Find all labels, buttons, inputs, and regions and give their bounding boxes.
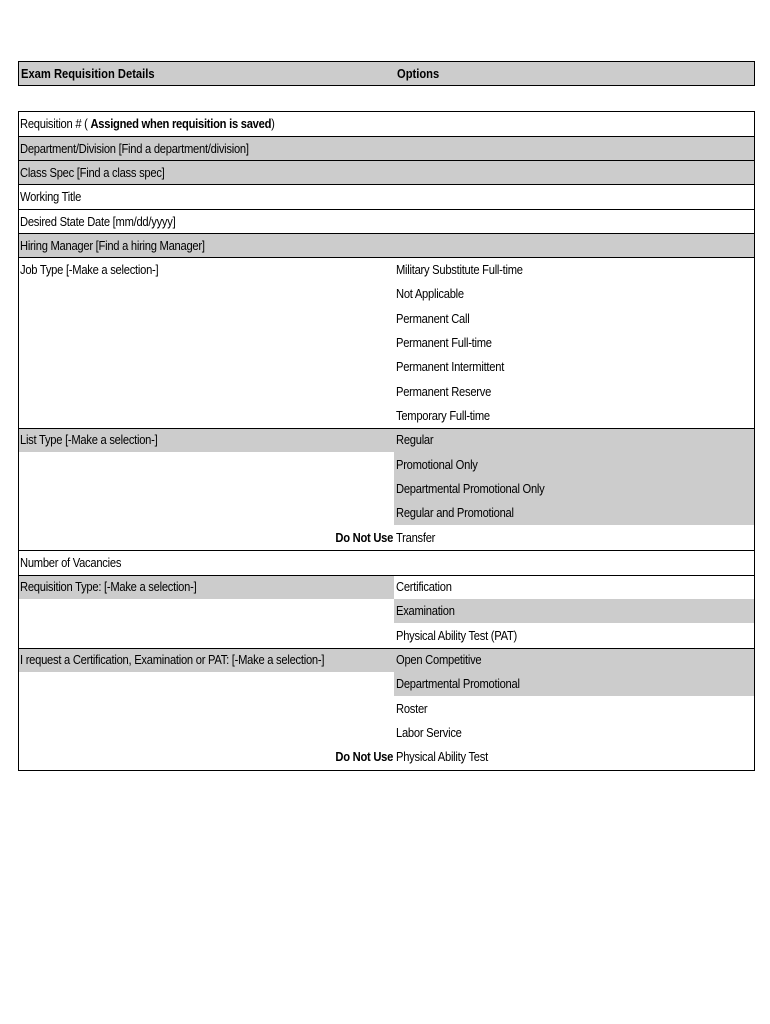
list-type-option[interactable]: Transfer [396, 530, 436, 545]
request-label: I request a Certification, Examination or PAT: [-Make a selection-] [20, 652, 325, 667]
row-divider [18, 184, 755, 185]
requisition-type-option[interactable]: Physical Ability Test (PAT) [396, 628, 518, 643]
job-type-option[interactable]: Not Applicable [396, 286, 464, 301]
request-option[interactable]: Departmental Promotional [396, 676, 520, 691]
do-not-use-note: Do Not Use [335, 530, 393, 545]
hiring-manager-label: Hiring Manager [Find a hiring Manager] [20, 238, 205, 253]
list-type-option[interactable]: Regular [396, 432, 434, 447]
do-not-use-note: Do Not Use [335, 749, 393, 764]
list-type-label: List Type [-Make a selection-] [20, 432, 158, 447]
list-type-option[interactable]: Promotional Only [396, 457, 478, 472]
request-option[interactable]: Labor Service [396, 725, 462, 740]
vacancies-label: Number of Vacancies [20, 555, 122, 570]
requisition-number-note: Assigned when requisition is saved [90, 116, 272, 131]
job-type-option[interactable]: Military Substitute Full-time [396, 262, 523, 277]
requisition-number-label: Requisition # ( Assigned when requisition is saved) [20, 116, 275, 131]
requisition-type-option[interactable]: Examination [396, 603, 455, 618]
job-type-option[interactable]: Permanent Intermittent [396, 359, 505, 374]
job-type-option[interactable]: Permanent Reserve [396, 384, 492, 399]
working-title-label: Working Title [20, 189, 82, 204]
row-divider [18, 550, 755, 551]
class-spec-label: Class Spec [Find a class spec] [20, 165, 165, 180]
request-option[interactable]: Physical Ability Test [396, 749, 488, 764]
header-details-label: Exam Requisition Details [21, 66, 155, 81]
request-option[interactable]: Roster [396, 701, 428, 716]
requisition-type-label: Requisition Type: [-Make a selection-] [20, 579, 197, 594]
job-type-option[interactable]: Temporary Full-time [396, 408, 490, 423]
header-options-label: Options [397, 66, 440, 81]
list-type-option[interactable]: Departmental Promotional Only [396, 481, 545, 496]
job-type-option[interactable]: Permanent Call [396, 311, 470, 326]
requisition-type-option[interactable]: Certification [396, 579, 452, 594]
job-type-option[interactable]: Permanent Full-time [396, 335, 492, 350]
desired-date-label: Desired State Date [mm/dd/yyyy] [20, 214, 176, 229]
list-type-option[interactable]: Regular and Promotional [396, 505, 514, 520]
job-type-label: Job Type [-Make a selection-] [20, 262, 159, 277]
table-header [18, 61, 755, 86]
department-label: Department/Division [Find a department/division] [20, 141, 249, 156]
request-option[interactable]: Open Competitive [396, 652, 482, 667]
